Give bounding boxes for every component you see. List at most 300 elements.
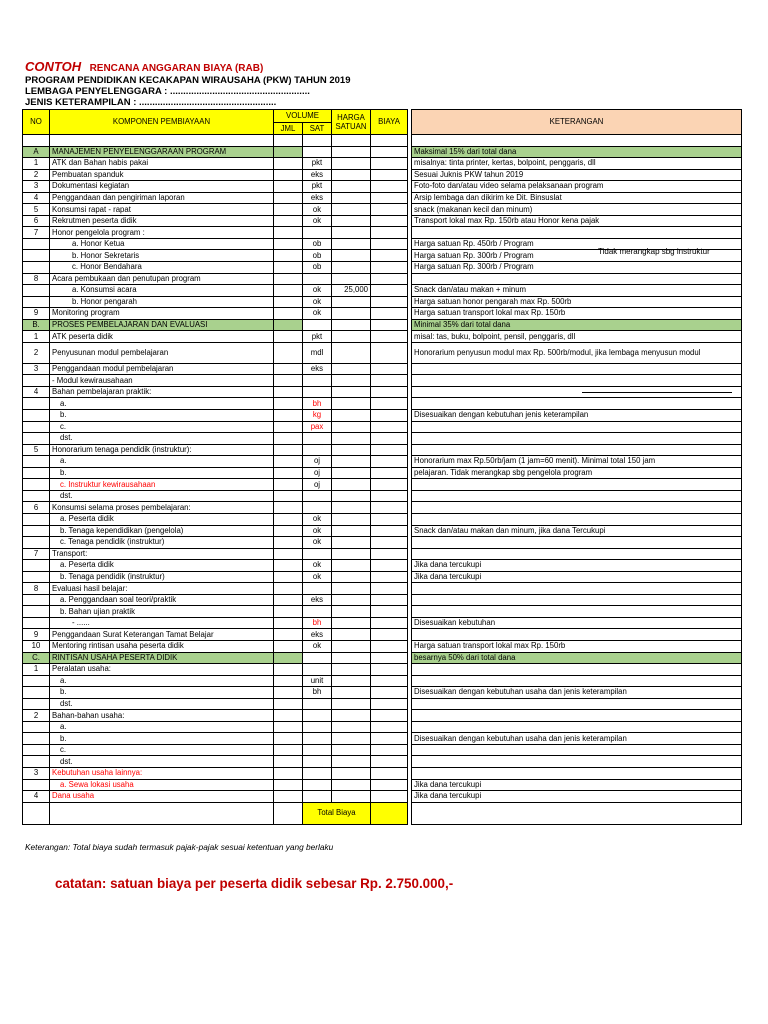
- row-jml: [274, 386, 303, 398]
- row-jml: [274, 548, 303, 560]
- row-biaya: [371, 791, 408, 803]
- table-row: [23, 594, 742, 606]
- row-sat: ok: [303, 571, 332, 583]
- row-komponen: Konsumsi selama proses pembelajaran:: [50, 502, 274, 514]
- row-komponen: Acara pembukaan dan penutupan program: [50, 273, 274, 285]
- row-komponen: Bahan-bahan usaha:: [50, 710, 274, 722]
- row-sat: oj: [303, 467, 332, 479]
- row-sat: ok: [303, 525, 332, 537]
- row-komponen: PROSES PEMBELAJARAN DAN EVALUASI: [50, 319, 274, 331]
- row-no: 6: [23, 215, 50, 227]
- contoh-label: CONTOH: [25, 59, 82, 74]
- row-biaya: [371, 319, 408, 331]
- table-row: [23, 640, 742, 652]
- total-komponen-cell: [50, 802, 274, 824]
- total-biaya-label: Total Biaya: [303, 802, 371, 824]
- row-biaya: [371, 204, 408, 216]
- row-komponen: b. Tenaga kependidikan (pengelola): [50, 525, 274, 537]
- row-keterangan: [412, 363, 742, 375]
- row-sat: [303, 502, 332, 514]
- row-biaya: [371, 721, 408, 733]
- row-harga: [332, 433, 371, 445]
- row-komponen: ATK peserta didik: [50, 331, 274, 343]
- row-harga: [332, 319, 371, 331]
- row-jml: [274, 456, 303, 468]
- row-keterangan: Harga satuan Rp. 300rb / Program: [412, 262, 742, 274]
- row-sat: [303, 135, 332, 147]
- row-biaya: [371, 733, 408, 745]
- row-jml: [274, 687, 303, 699]
- total-keterangan-cell: [412, 802, 742, 824]
- row-harga: [332, 767, 371, 779]
- row-biaya: [371, 583, 408, 595]
- row-jml: [274, 363, 303, 375]
- row-sat: bh: [303, 687, 332, 699]
- row-sat: [303, 744, 332, 756]
- row-jml: [274, 135, 303, 147]
- row-no: [23, 571, 50, 583]
- row-jml: [274, 169, 303, 181]
- row-komponen: Dokumentasi kegiatan: [50, 181, 274, 193]
- row-no: [23, 675, 50, 687]
- row-keterangan: [412, 421, 742, 433]
- row-no: 4: [23, 386, 50, 398]
- row-komponen: a.: [50, 721, 274, 733]
- row-keterangan: [412, 675, 742, 687]
- row-keterangan: Harga satuan transport lokal max Rp. 150rb: [412, 640, 742, 652]
- table-row: [23, 744, 742, 756]
- row-sat: [303, 606, 332, 618]
- row-jml: [274, 227, 303, 239]
- row-sat: [303, 756, 332, 768]
- row-komponen: a. Honor Ketua: [50, 238, 274, 250]
- row-komponen: a. Penggandaan soal teori/praktik: [50, 594, 274, 606]
- row-jml: [274, 262, 303, 274]
- row-sat: [303, 733, 332, 745]
- row-jml: [274, 710, 303, 722]
- row-jml: [274, 273, 303, 285]
- row-biaya: [371, 744, 408, 756]
- row-jml: [274, 767, 303, 779]
- row-harga: [332, 192, 371, 204]
- table-row: [23, 319, 742, 331]
- row-keterangan: Harga satuan Rp. 300rb / Program: [412, 250, 742, 262]
- row-biaya: [371, 698, 408, 710]
- row-no: [23, 733, 50, 745]
- table-row: [23, 664, 742, 676]
- row-harga: [332, 158, 371, 170]
- row-harga: [332, 398, 371, 410]
- footer-keterangan: Keterangan: Total biaya sudah termasuk pajak-pajak sesuai ketentuan yang berlaku: [25, 842, 334, 852]
- row-sat: [303, 767, 332, 779]
- row-jml: [274, 467, 303, 479]
- row-harga: [332, 779, 371, 791]
- table-row: [23, 308, 742, 320]
- row-keterangan: [412, 135, 742, 147]
- row-keterangan: [412, 375, 742, 387]
- row-sat: ob: [303, 262, 332, 274]
- row-sat: [303, 791, 332, 803]
- row-harga: [332, 386, 371, 398]
- row-sat: [303, 319, 332, 331]
- table-row: [23, 571, 742, 583]
- row-harga: [332, 756, 371, 768]
- row-biaya: [371, 285, 408, 297]
- row-biaya: [371, 606, 408, 618]
- table-row: [23, 192, 742, 204]
- row-komponen: Bahan pembelajaran praktik:: [50, 386, 274, 398]
- row-harga: [332, 227, 371, 239]
- row-jml: [274, 744, 303, 756]
- total-jml-cell: [274, 802, 303, 824]
- row-keterangan: [412, 513, 742, 525]
- row-sat: ob: [303, 250, 332, 262]
- row-no: [23, 537, 50, 549]
- row-harga: [332, 204, 371, 216]
- row-harga: [332, 250, 371, 262]
- row-no: [23, 721, 50, 733]
- row-sat: [303, 375, 332, 387]
- row-no: 10: [23, 640, 50, 652]
- row-sat: pkt: [303, 331, 332, 343]
- row-sat: pkt: [303, 181, 332, 193]
- row-komponen: a.: [50, 456, 274, 468]
- row-biaya: [371, 502, 408, 514]
- row-no: 9: [23, 629, 50, 641]
- row-no: [23, 560, 50, 572]
- table-row: [23, 444, 742, 456]
- row-jml: [274, 398, 303, 410]
- row-no: [23, 433, 50, 445]
- side-note: Tidak merangkap sbg instruktur: [598, 247, 710, 256]
- row-no: 3: [23, 181, 50, 193]
- row-sat: [303, 710, 332, 722]
- row-komponen: ATK dan Bahan habis pakai: [50, 158, 274, 170]
- row-jml: [274, 560, 303, 572]
- table-row: [23, 502, 742, 514]
- row-biaya: [371, 273, 408, 285]
- table-row: [23, 146, 742, 158]
- row-harga: [332, 363, 371, 375]
- row-harga: [332, 710, 371, 722]
- row-komponen: dst.: [50, 698, 274, 710]
- row-biaya: [371, 710, 408, 722]
- underline-decoration: [582, 392, 732, 393]
- table-row: [23, 675, 742, 687]
- row-keterangan: [412, 398, 742, 410]
- jenis-line: JENIS KETERAMPILAN : ....................................................: [25, 97, 277, 109]
- row-komponen: b. Honor pengarah: [50, 296, 274, 308]
- row-jml: [274, 571, 303, 583]
- row-komponen: dst.: [50, 433, 274, 445]
- row-keterangan: Jika dana tercukupi: [412, 571, 742, 583]
- row-keterangan: Sesuai Juknis PKW tahun 2019: [412, 169, 742, 181]
- rab-table: [22, 109, 742, 825]
- row-sat: [303, 652, 332, 664]
- rab-title: RENCANA ANGGARAN BIAYA (RAB): [89, 63, 264, 74]
- row-komponen: Honorarium tenaga pendidik (instruktur):: [50, 444, 274, 456]
- row-keterangan: [412, 606, 742, 618]
- table-row: [23, 513, 742, 525]
- row-no: 2: [23, 342, 50, 363]
- row-sat: [303, 386, 332, 398]
- row-keterangan: [412, 744, 742, 756]
- row-harga: [332, 262, 371, 274]
- total-no-cell: [23, 802, 50, 824]
- row-jml: [274, 733, 303, 745]
- program-line: PROGRAM PENDIDIKAN KECAKAPAN WIRAUSAHA (PKW) TAHUN 2019: [25, 75, 351, 87]
- row-keterangan: snack (makanan kecil dan minum): [412, 204, 742, 216]
- table-row: [23, 779, 742, 791]
- table-row: [23, 733, 742, 745]
- row-no: 4: [23, 791, 50, 803]
- table-row: [23, 698, 742, 710]
- row-jml: [274, 617, 303, 629]
- row-harga: [332, 308, 371, 320]
- row-komponen: Penggandaan dan pengiriman laporan: [50, 192, 274, 204]
- row-harga: [332, 490, 371, 502]
- row-no: 1: [23, 331, 50, 343]
- row-no: [23, 296, 50, 308]
- row-sat: ok: [303, 285, 332, 297]
- row-biaya: [371, 192, 408, 204]
- table-row: [23, 791, 742, 803]
- row-no: 4: [23, 192, 50, 204]
- row-komponen: c. Honor Bendahara: [50, 262, 274, 274]
- row-no: [23, 606, 50, 618]
- row-jml: [274, 319, 303, 331]
- row-harga: [332, 629, 371, 641]
- table-row: [23, 525, 742, 537]
- row-no: [23, 250, 50, 262]
- row-no: 6: [23, 502, 50, 514]
- row-no: [23, 617, 50, 629]
- col-no-header: NO: [23, 110, 50, 135]
- row-biaya: [371, 308, 408, 320]
- row-keterangan: [412, 490, 742, 502]
- row-jml: [274, 204, 303, 216]
- table-row: [23, 227, 742, 239]
- row-jml: [274, 721, 303, 733]
- row-biaya: [371, 215, 408, 227]
- row-harga: [332, 375, 371, 387]
- row-sat: ok: [303, 204, 332, 216]
- row-sat: eks: [303, 169, 332, 181]
- row-jml: [274, 410, 303, 422]
- row-no: [23, 490, 50, 502]
- row-biaya: [371, 146, 408, 158]
- row-biaya: [371, 537, 408, 549]
- row-no: 5: [23, 444, 50, 456]
- table-row: [23, 687, 742, 699]
- row-biaya: [371, 664, 408, 676]
- table-row: [23, 181, 742, 193]
- row-biaya: [371, 135, 408, 147]
- row-keterangan: [412, 594, 742, 606]
- row-no: C.: [23, 652, 50, 664]
- row-keterangan: Minimal 35% dari total dana: [412, 319, 742, 331]
- row-sat: [303, 444, 332, 456]
- row-keterangan: [412, 698, 742, 710]
- row-biaya: [371, 675, 408, 687]
- row-no: [23, 410, 50, 422]
- row-jml: [274, 375, 303, 387]
- row-keterangan: Disesuaikan dengan kebutuhan jenis keterampilan: [412, 410, 742, 422]
- row-komponen: Rekrutmen peserta didik: [50, 215, 274, 227]
- row-komponen: Honor pengelola program :: [50, 227, 274, 239]
- table-row: [23, 652, 742, 664]
- row-harga: [332, 537, 371, 549]
- table-row: [23, 158, 742, 170]
- row-keterangan: Snack dan/atau makan dan minum, jika dana Tercukupi: [412, 525, 742, 537]
- row-harga: [332, 444, 371, 456]
- row-jml: [274, 513, 303, 525]
- row-jml: [274, 479, 303, 491]
- row-komponen: b.: [50, 733, 274, 745]
- row-komponen: MANAJEMEN PENYELENGGARAAN PROGRAM: [50, 146, 274, 158]
- row-sat: [303, 779, 332, 791]
- row-harga: [332, 456, 371, 468]
- row-sat: [303, 273, 332, 285]
- row-komponen: dst.: [50, 490, 274, 502]
- row-keterangan: Honorarium penyusun modul max Rp. 500rb/modul, jika lembaga menyusun modul: [412, 342, 742, 363]
- row-no: 1: [23, 158, 50, 170]
- table-row: [23, 285, 742, 297]
- row-komponen: - Modul kewirausahaan: [50, 375, 274, 387]
- row-harga: [332, 606, 371, 618]
- table-row: [23, 560, 742, 572]
- row-komponen: Monitoring program: [50, 308, 274, 320]
- row-biaya: [371, 594, 408, 606]
- row-no: [23, 285, 50, 297]
- row-sat: ob: [303, 238, 332, 250]
- row-keterangan: Disesuaikan dengan kebutuhan usaha dan jenis keterampilan: [412, 687, 742, 699]
- table-row: [23, 629, 742, 641]
- row-komponen: c. Tenaga pendidik (instruktur): [50, 537, 274, 549]
- row-keterangan: [412, 537, 742, 549]
- row-keterangan: Snack dan/atau makan + minum: [412, 285, 742, 297]
- row-no: 1: [23, 664, 50, 676]
- row-keterangan: [412, 548, 742, 560]
- row-biaya: [371, 571, 408, 583]
- row-biaya: [371, 398, 408, 410]
- table-row: [23, 479, 742, 491]
- row-no: 3: [23, 363, 50, 375]
- row-harga: [332, 583, 371, 595]
- row-sat: ok: [303, 513, 332, 525]
- row-harga: [332, 675, 371, 687]
- row-biaya: [371, 433, 408, 445]
- row-keterangan: misalnya: tinta printer, kertas, bolpoint, penggaris, dll: [412, 158, 742, 170]
- table-row: [23, 433, 742, 445]
- row-keterangan: [412, 721, 742, 733]
- row-biaya: [371, 767, 408, 779]
- row-keterangan: Arsip lembaga dan dikirim ke Dit. Binsuslat: [412, 192, 742, 204]
- row-sat: [303, 583, 332, 595]
- col-jml-header: JML: [274, 123, 303, 135]
- row-keterangan: [412, 583, 742, 595]
- row-biaya: [371, 158, 408, 170]
- row-biaya: [371, 779, 408, 791]
- row-jml: [274, 296, 303, 308]
- row-keterangan: Honorarium max Rp.50rb/jam (1 jam=60 menit). Minimal total 150 jam: [412, 456, 742, 468]
- row-jml: [274, 250, 303, 262]
- row-harga: [332, 331, 371, 343]
- row-harga: [332, 721, 371, 733]
- row-keterangan: Jika dana tercukupi: [412, 779, 742, 791]
- row-biaya: [371, 227, 408, 239]
- row-sat: eks: [303, 629, 332, 641]
- row-biaya: [371, 756, 408, 768]
- row-harga: [332, 169, 371, 181]
- col-biaya-header: BIAYA: [371, 110, 408, 135]
- row-harga: [332, 421, 371, 433]
- row-jml: [274, 146, 303, 158]
- table-row: [23, 548, 742, 560]
- row-komponen: b.: [50, 467, 274, 479]
- row-jml: [274, 342, 303, 363]
- row-komponen: dst.: [50, 756, 274, 768]
- row-biaya: [371, 169, 408, 181]
- row-keterangan: besarnya 50% dari total dana: [412, 652, 742, 664]
- row-biaya: [371, 342, 408, 363]
- row-keterangan: Disesuaikan dengan kebutuhan usaha dan jenis keterampilan: [412, 733, 742, 745]
- row-jml: [274, 444, 303, 456]
- col-harga-header: HARGA SATUAN: [332, 110, 371, 135]
- row-komponen: a. Peserta didik: [50, 560, 274, 572]
- row-sat: ok: [303, 537, 332, 549]
- row-komponen: a. Konsumsi acara: [50, 285, 274, 297]
- row-no: 8: [23, 583, 50, 595]
- row-komponen: b.: [50, 410, 274, 422]
- row-sat: pkt: [303, 158, 332, 170]
- row-no: [23, 375, 50, 387]
- row-sat: bh: [303, 617, 332, 629]
- row-keterangan: Maksimal 15% dari total dana: [412, 146, 742, 158]
- row-keterangan: [412, 629, 742, 641]
- table-row: [23, 215, 742, 227]
- document-header: [25, 58, 350, 109]
- row-harga: [332, 479, 371, 491]
- row-jml: [274, 433, 303, 445]
- lembaga-line: LEMBAGA PENYELENGGARA : .....................................................: [25, 86, 310, 98]
- table-row: [23, 456, 742, 468]
- total-biaya-value: [371, 802, 408, 824]
- row-sat: pax: [303, 421, 332, 433]
- row-harga: [332, 296, 371, 308]
- row-jml: [274, 606, 303, 618]
- row-no: B.: [23, 319, 50, 331]
- row-biaya: [371, 250, 408, 262]
- row-harga: [332, 238, 371, 250]
- table-row: [23, 273, 742, 285]
- row-sat: [303, 433, 332, 445]
- row-harga: [332, 594, 371, 606]
- row-komponen: c.: [50, 421, 274, 433]
- row-no: [23, 421, 50, 433]
- row-jml: [274, 640, 303, 652]
- row-keterangan: [412, 227, 742, 239]
- row-harga: [332, 560, 371, 572]
- row-komponen: Penyusunan modul pembelajaran: [50, 342, 274, 363]
- row-harga: [332, 640, 371, 652]
- row-harga: [332, 664, 371, 676]
- row-komponen: b.: [50, 687, 274, 699]
- row-jml: [274, 698, 303, 710]
- row-harga: [332, 135, 371, 147]
- row-keterangan: Harga satuan Rp. 450rb / Program: [412, 238, 742, 250]
- row-keterangan: [412, 502, 742, 514]
